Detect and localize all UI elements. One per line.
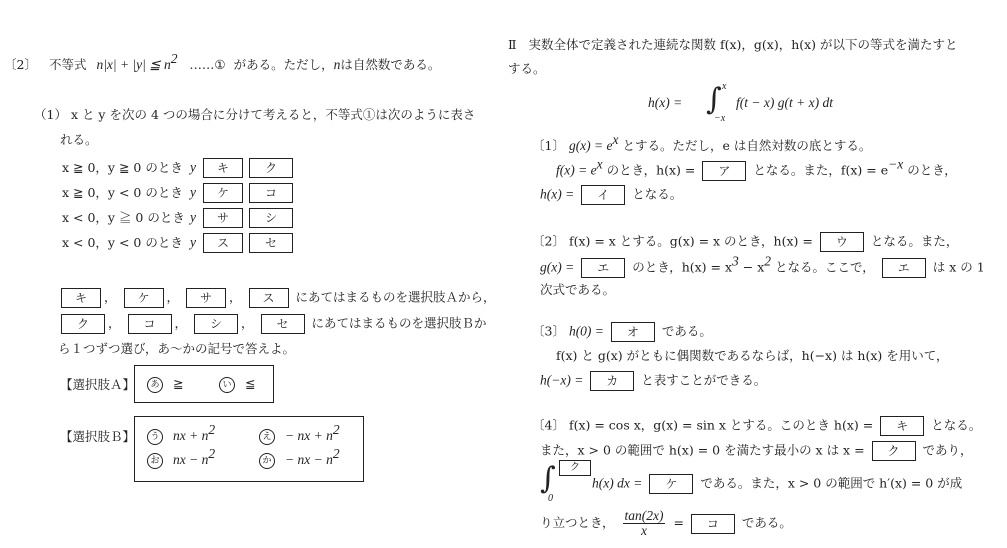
- inequality: n|x| + |y| ≦ n: [96, 57, 171, 72]
- answer-box[interactable]: ク: [249, 158, 293, 178]
- q4r-line4: り立つとき， $\frac{\tan(2x)}{x}$ = コ である。: [540, 508, 792, 538]
- answer-box[interactable]: キ: [203, 158, 243, 178]
- answer-box[interactable]: ク: [61, 314, 105, 334]
- answer-box[interactable]: ス: [203, 233, 243, 253]
- right-header-line2: する。: [508, 61, 546, 76]
- answer-box[interactable]: サ: [203, 208, 243, 228]
- answer-box[interactable]: オ: [611, 322, 655, 342]
- fraction: $\frac{\tan(2x)}{x}$: [624, 508, 664, 538]
- answer-box[interactable]: ク: [872, 441, 916, 461]
- q1-line1: （1） x と y を次の 4 つの場合に分けて考えると，不等式①は次のように表さ: [34, 107, 476, 122]
- q4r-line2: また，x > 0 の範囲で h(x) = 0 を満たす最小の x は x = ク であり，: [540, 441, 973, 461]
- left-header: 〔2〕 不等式 n|x| + |y| ≦ $n^2$ ……① がある。ただし，nは自然数である。: [4, 51, 441, 72]
- choice-a-box: あ ≧ い ≦: [134, 365, 274, 403]
- choice-b-label: 【選択肢Ｂ】: [60, 429, 136, 444]
- right-header-line1: Ⅱ 実数全体で定義された連続な関数 f(x)，g(x)，h(x) が以下の等式を満たすと: [508, 37, 958, 52]
- choice-mark: え: [259, 429, 275, 445]
- choice-mark: い: [219, 377, 235, 393]
- answer-box[interactable]: ケ: [203, 183, 243, 203]
- answer-box[interactable]: コ: [128, 314, 172, 334]
- answer-box[interactable]: コ: [691, 514, 735, 534]
- choice-mark: あ: [147, 377, 163, 393]
- answer-box[interactable]: コ: [249, 183, 293, 203]
- problem-label: 〔2〕: [4, 57, 37, 72]
- answer-box[interactable]: キ: [880, 416, 924, 436]
- answer-box[interactable]: カ: [590, 371, 634, 391]
- q1r-line2: $f(x) = e^x$ のとき，h(x) = ア となる。また，$f(x) = e^{-x}$ のとき，: [556, 161, 957, 181]
- answer-box[interactable]: ク: [559, 460, 591, 476]
- section-label: Ⅱ: [508, 37, 517, 52]
- answer-box[interactable]: シ: [249, 208, 293, 228]
- q2r-line3: 次式である。: [540, 282, 616, 297]
- answer-box[interactable]: キ: [61, 288, 101, 308]
- answer-box[interactable]: エ: [882, 258, 926, 278]
- integral-sign: ∫: [540, 461, 556, 496]
- q3r-line1: 〔3〕 h(0) = オ である。: [532, 322, 712, 342]
- choice-mark: う: [147, 429, 163, 445]
- answer-box[interactable]: サ: [186, 288, 226, 308]
- q1r-line1: 〔1〕 $g(x) = e^x$ とする。ただし，e は自然対数の底とする。: [532, 132, 872, 153]
- answer-box[interactable]: ケ: [124, 288, 164, 308]
- q2r-line1: 〔2〕 f(x) = x とする。g(x) = x のとき，h(x) = ウ となる。また，: [532, 232, 958, 252]
- answer-box[interactable]: イ: [581, 185, 625, 205]
- case-row: x < 0，y ≧ 0 のとき y サ シ: [62, 208, 296, 228]
- choice-mark: お: [147, 453, 163, 469]
- case-row: x ≧ 0，y < 0 のとき y ケ コ: [62, 183, 296, 203]
- q2r-line2: g(x) = エ のとき，$h(x) = x^3 - x^2$ となる。ここで， エ は x の 1: [540, 258, 985, 278]
- q1-line2: れる。: [60, 132, 98, 147]
- q1r-line3: h(x) = イ となる。: [540, 185, 682, 205]
- answer-box[interactable]: セ: [261, 314, 305, 334]
- integral-sign: ∫: [706, 82, 722, 117]
- instruction-line2: ク ， コ ， シ ， セ にあてはまるものを選択肢Ｂか: [58, 314, 487, 334]
- q4r-line3: ∫ ク 0 h(x) dx = ケ である。また，x > 0 の範囲で h′(x) = 0 が成: [540, 461, 963, 504]
- case-row: x ≧ 0，y ≧ 0 のとき y キ ク: [62, 158, 296, 178]
- q3r-line3: h(−x) = カ と表すことができる。: [540, 371, 766, 391]
- answer-box[interactable]: セ: [249, 233, 293, 253]
- choice-mark: か: [259, 453, 275, 469]
- case-row: x < 0，y < 0 のとき y ス セ: [62, 233, 296, 253]
- instruction-line3: ら１つずつ選び，あ～かの記号で答えよ。: [58, 341, 296, 356]
- instruction-line1: キ ， ケ ， サ ， ス にあてはまるものを選択肢Ａから，: [58, 288, 496, 308]
- answer-box[interactable]: エ: [581, 258, 625, 278]
- answer-box[interactable]: ケ: [649, 474, 693, 494]
- choice-a-label: 【選択肢Ａ】: [60, 377, 136, 392]
- answer-box[interactable]: ス: [249, 288, 289, 308]
- answer-box[interactable]: ア: [702, 161, 746, 181]
- q3r-line2: f(x) と g(x) がともに偶関数であるならば，h(−x) は h(x) を用いて，: [556, 348, 949, 363]
- answer-box[interactable]: ウ: [820, 232, 864, 252]
- answer-box[interactable]: シ: [194, 314, 238, 334]
- q4r-line1: 〔4〕 f(x) = cos x，g(x) = sin x とする。このとき h(x) = キ となる。: [532, 416, 981, 436]
- choice-b-box: う nx + $n^2$ え − nx + $n^2$ お nx − $n^2$ か − nx − $n^2$: [134, 416, 364, 482]
